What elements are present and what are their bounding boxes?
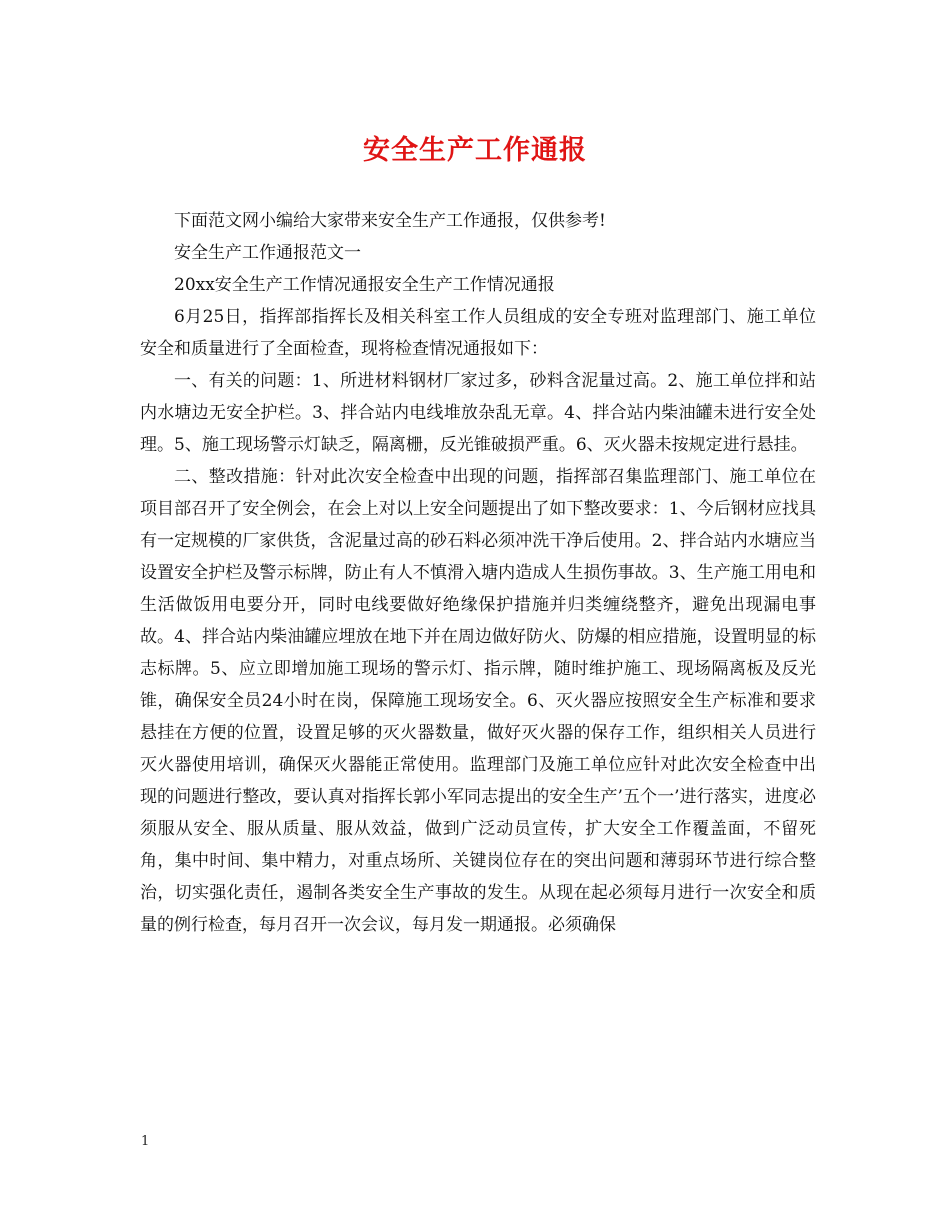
paragraph-sample-heading: 安全生产工作通报范文一 <box>174 243 361 263</box>
document-body <box>140 205 816 941</box>
paragraph-problems: 一、有关的问题：1、所进材料钢材厂家过多，砂料含泥量过高。2、施工单位拌和站内水塘边无安全护栏。3、拌合站内电线堆放杂乱无章。4、拌合站内柴油罐未进行安全处理。5、施工现场警示灯缺乏，隔离栅，反光锥破损严重。6、灭火器未按规定进行悬挂。 <box>140 371 816 455</box>
paragraph-rectification-measures: 二、整改措施：针对此次安全检查中出现的问题，指挥部召集监理部门、施工单位在项目部召开了安全例会，在会上对以上安全问题提出了如下整改要求：1、今后钢材应找具有一定规模的厂家供货，含泥量过高的砂石料必须冲洗干净后使用。2、拌合站内水塘应当设置安全护栏及警示标牌，防止有人不慎滑入塘内造成人生损伤事故。3、生产施工用电和生活做饭用电要分开，同时电线要做好绝缘保护措施并归类缠绕整齐，避免出现漏电事故。4、拌合站内柴油罐应埋放在地下并在周边做好防火、防爆的相应措施，设置明显的标志标牌。5、应立即增加施工现场的警示灯、指示牌，随时维护施工、现场隔离板及反光锥，确保安全员24小时在岗，保障施工现场安全。6、灭火器应按照安全生产标准和要求悬挂在方便的位置，设置足够的灭火器数量，做好灭火器的保存工作，组织相关人员进行灭火器使用培训，确保灭火器能正常使用。监理部门及施工单位应针对此次安全检查中出现的问题进行整改，要认真对指挥长郭小军同志提出的安全生产’五个一’进行落实，进度必须服从安全、服从质量、服从效益，做到广泛动员宣传，扩大安全工作覆盖面，不留死角，集中时间、集中精力，对重点场所、关键岗位存在的突出问题和薄弱环节进行综合整治，切实强化责任，遏制各类安全生产事故的发生。从现在起必须每月进行一次安全和质量的例行检查，每月召开一次会议，每月发一期通报。必须确保 <box>140 467 816 935</box>
document-title: 安全生产工作通报 <box>363 135 587 166</box>
paragraph-intro: 下面范文网小编给大家带来安全生产工作通报，仅供参考! <box>174 211 606 231</box>
page-number: 1 <box>141 1134 150 1149</box>
paragraph-report-title: 20xx安全生产工作情况通报安全生产工作情况通报 <box>174 275 555 295</box>
paragraph-inspection-summary: 6月25日，指挥部指挥长及相关科室工作人员组成的安全专班对监理部门、施工单位安全和质量进行了全面检查，现将检查情况通报如下： <box>140 307 816 359</box>
